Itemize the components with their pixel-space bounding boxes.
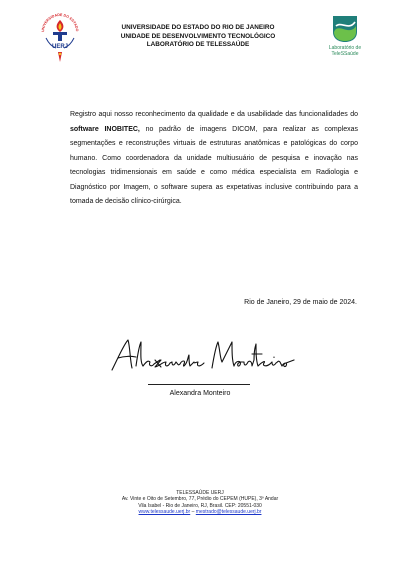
letter-text-part1: Registro aqui nosso reconhecimento da qualidade e da usabilidade das funcionalidades do bbox=[70, 111, 358, 118]
footer-org: TELESSAÚDE UERJ bbox=[176, 490, 224, 496]
letter-body bbox=[70, 108, 358, 210]
lab-name: LABORATÓRIO DE TELESSAÚDE bbox=[146, 41, 250, 49]
software-name: software INOBITEC, bbox=[70, 125, 140, 133]
signatory-name: Alexandra Monteiro bbox=[169, 390, 231, 397]
handwritten-signature bbox=[108, 330, 298, 380]
link-separator: – bbox=[190, 509, 196, 516]
telessaude-caption: Laboratório de TeleSSaúde bbox=[328, 45, 362, 57]
website-link[interactable]: www.telessaude.uerj.br bbox=[138, 509, 191, 516]
footer-city: Vila Isabel - Rio de Janeiro, RJ, Brasil. CEP: 20551-030 bbox=[138, 502, 262, 509]
footer-links bbox=[80, 509, 320, 515]
footer-address bbox=[80, 490, 320, 516]
unit-name: UNIDADE DE DESENVOLVIMENTO TECNOLÓGICO bbox=[120, 32, 276, 40]
telessaude-logo bbox=[320, 12, 370, 64]
email-link[interactable]: mestrado@telessaude.uerj.br bbox=[195, 509, 262, 516]
svg-text:UERJ: UERJ bbox=[51, 44, 69, 50]
signature-line bbox=[148, 384, 250, 385]
footer-street: Av. Vinte e Oito de Setembro, 77, Prédio do CEPEM (HUPE), 3º Andar bbox=[121, 496, 279, 503]
svg-text:UNIVERSIDADE DO ESTADO DO RIO: UNIVERSIDADE DO ESTADO bbox=[40, 12, 80, 33]
letter-date: Rio de Janeiro, 29 de maio de 2024. bbox=[244, 299, 357, 306]
university-name: UNIVERSIDADE DO ESTADO DO RIO DE JANEIRO bbox=[121, 24, 275, 31]
letter-text-part2: no padrão de imagens DICOM, para realizar as complexas segmentações e reconstruções virtuais de estruturas anatômicas e patológicas do corpo humano. Como coordenadora da unidade multiusuário de pesquisa e inovação nas tecnologias tridimensionais em saúde e como médica especialista em Radiologia e Diagnóstico por Imagem, o software supera as expetativas inclusive contribuindo para a tomada de decisão clínico-cirúrgica. bbox=[70, 125, 359, 206]
telessaude-emblem-icon bbox=[330, 12, 360, 44]
uerj-logo bbox=[36, 8, 84, 64]
institution-header bbox=[92, 24, 304, 50]
